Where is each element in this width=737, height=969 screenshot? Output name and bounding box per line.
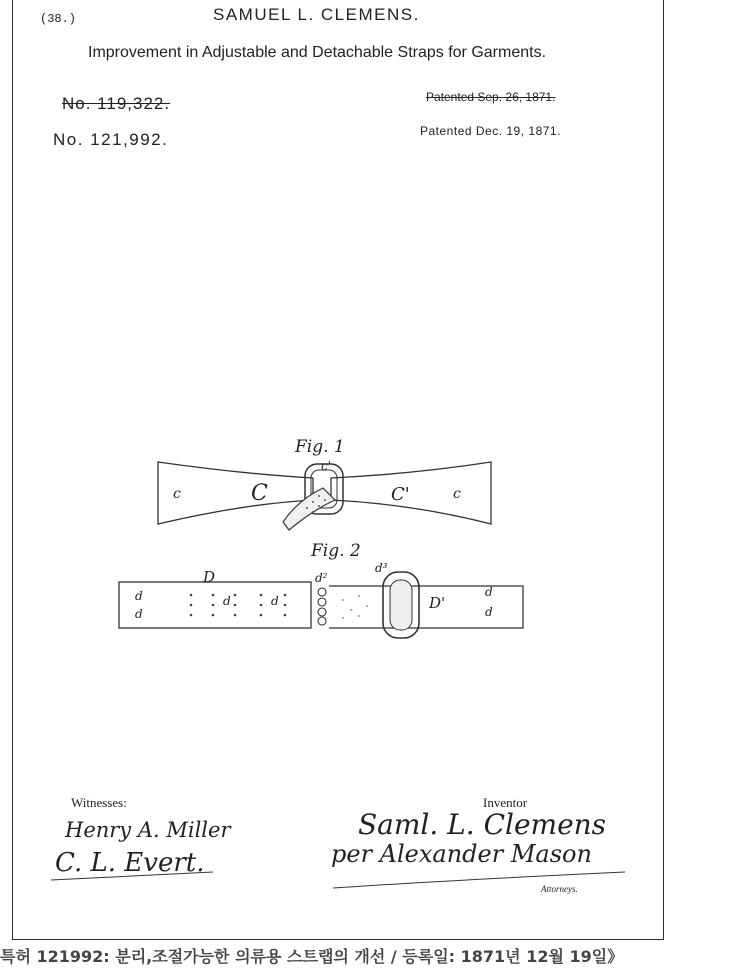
fig2-part-d6: d	[485, 605, 493, 619]
attorney-signature: per Alexander Mason	[331, 840, 592, 868]
fig1-part-c-right: c	[453, 486, 461, 502]
inventor-label: Inventor	[483, 795, 528, 810]
fig1-part-C-prime: C'	[391, 484, 410, 505]
fig2-part-d3: d	[223, 594, 231, 608]
fig2-hooks	[318, 588, 326, 625]
fig2-strap-right	[329, 586, 523, 628]
fig2-part-D-prime: D'	[429, 594, 446, 612]
fig2-strap-left	[119, 582, 311, 628]
fig1-tongue	[283, 488, 335, 530]
patent-title: Improvement in Adjustable and Detachable Straps for Garments.	[88, 44, 547, 61]
inventor-header: SAMUEL L. CLEMENS.	[213, 5, 420, 24]
witnesses-label: Witnesses:	[71, 795, 127, 810]
image-caption: 특허 121992: 분리,조절가능한 의류용 스트랩의 개선 / 등록일: 1871년 12월 19일》	[0, 947, 624, 966]
fig1-label: Fig. 1	[295, 437, 345, 457]
fig1-part-C: C	[251, 481, 268, 506]
patent-date: Patented Dec. 19, 1871.	[420, 124, 561, 138]
fig2-part-d4: d	[271, 594, 279, 608]
fig2-part-d-sub3: d³	[375, 561, 388, 575]
inventor-signature: Saml. L. Clemens	[358, 808, 607, 841]
fig2-part-d5: d	[485, 585, 493, 599]
fig2-part-D: D	[203, 568, 216, 586]
fig2-label: Fig. 2	[311, 541, 361, 561]
fig1-part-c-prime: c'	[321, 459, 332, 473]
fig2-part-d-sub2: d²	[315, 571, 328, 585]
patent-number: No. 121,992.	[53, 130, 169, 149]
fig2-part-d1: d	[135, 589, 143, 603]
fig2-part-d2: d	[135, 607, 143, 621]
fig1-part-c-left: c	[173, 486, 181, 502]
old-patent-number: No. 119,322.	[62, 94, 171, 113]
old-patent-date: Patented Sep. 26, 1871.	[426, 90, 556, 104]
attorneys-label: Attorneys.	[541, 884, 578, 894]
witness-signature-1: Henry A. Miller	[65, 818, 231, 842]
series-mark: (38.)	[40, 12, 77, 26]
fig1-strap-right	[331, 462, 491, 524]
witness-signature-2: C. L. Evert.	[55, 848, 205, 878]
patent-sheet	[12, 0, 664, 940]
